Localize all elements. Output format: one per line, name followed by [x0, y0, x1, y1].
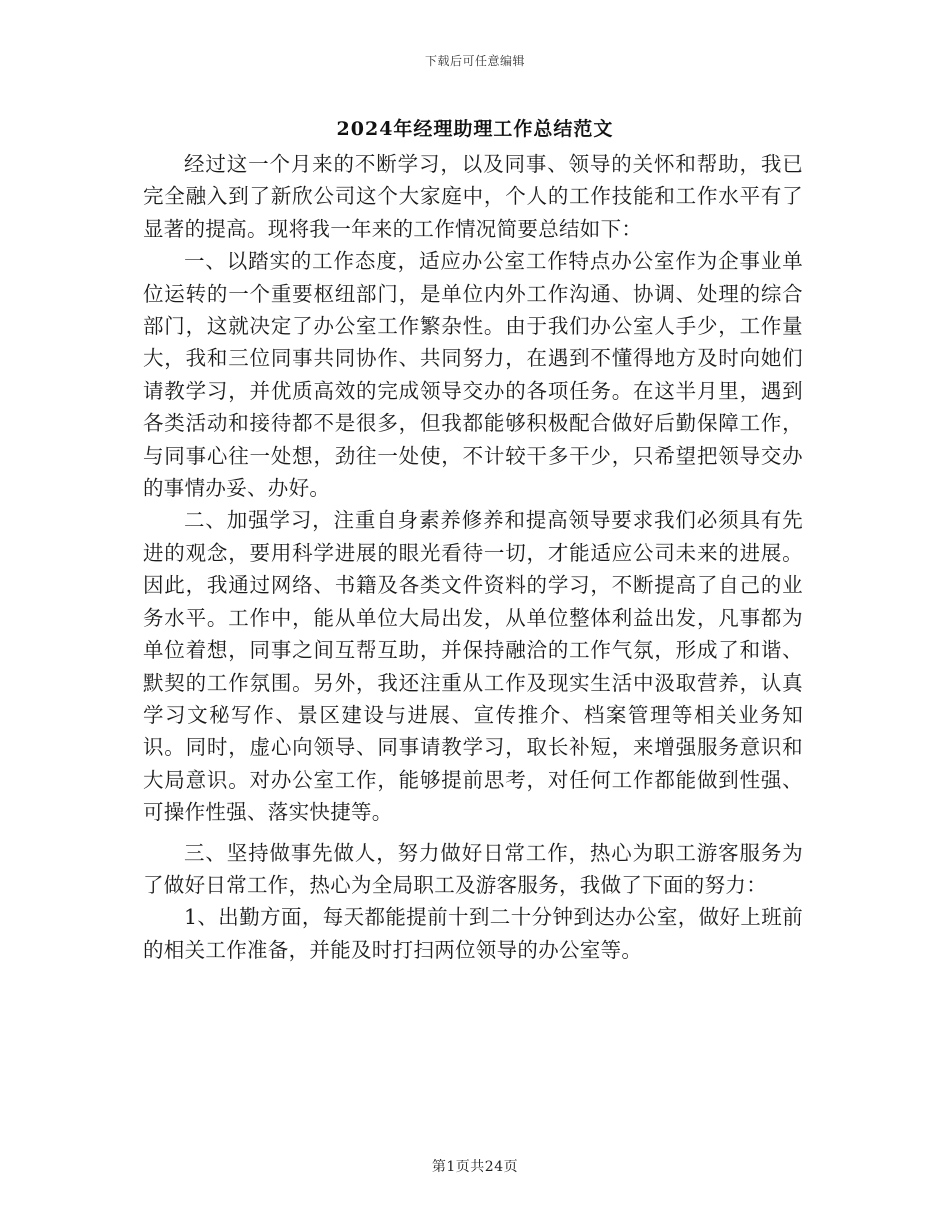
paragraph-item-1: 1、出勤方面，每天都能提前十到二十分钟到达办公室，做好上班前的相关工作准备，并能及时打扫两位领导的办公室等。: [143, 905, 803, 962]
paragraph-section-1: 一、以踏实的工作态度，适应办公室工作特点办公室作为企事业单位运转的一个重要枢纽部门，是单位内外工作沟通、协调、处理的综合部门，这就决定了办公室工作繁杂性。由于我们办公室人手少，工作量大，我和三位同事共同协作、共同努力，在遇到不懂得地方及时向她们请教学习，并优质高效的完成领导交办的各项任务。在这半月里，遇到各类活动和接待都不是很多，但我都能够积极配合做好后勤保障工作，与同事心往一处想，劲往一处使，不计较干多干少，只希望把领导交办的事情办妥、办好。: [143, 249, 803, 501]
paragraph-section-2: 二、加强学习，注重自身素养修养和提高领导要求我们必须具有先进的观念，要用科学进展的眼光看待一切，才能适应公司未来的进展。因此，我通过网络、书籍及各类文件资料的学习，不断提高了自己的业务水平。工作中，能从单位大局出发，从单位整体利益出发，凡事都为单位着想，同事之间互帮互助，并保持融洽的工作气氛，形成了和谐、默契的工作氛围。另外，我还注重从工作及现实生活中汲取营养，认真学习文秘写作、景区建设与进展、宣传推介、档案管理等相关业务知识。同时，虚心向领导、同事请教学习，取长补短，来增强服务意识和大局意识。对办公室工作，能够提前思考，对任何工作都能做到性强、可操作性强、落实快捷等。: [143, 508, 803, 825]
page-number: 第1页共24页: [431, 1159, 519, 1175]
header-note: 下载后可任意编辑: [424, 54, 525, 68]
document-body: [143, 148, 803, 966]
paragraph-intro: 经过这一个月来的不断学习，以及同事、领导的关怀和帮助，我已完全融入到了新欣公司这个大家庭中，个人的工作技能和工作水平有了显著的提高。现将我一年来的工作情况简要总结如下：: [143, 152, 803, 241]
document-title: 2024年经理助理工作总结范文: [336, 118, 614, 140]
paragraph-section-3: 三、坚持做事先做人，努力做好日常工作，热心为职工游客服务为了做好日常工作，热心为全局职工及游客服务，我做了下面的努力：: [143, 840, 803, 897]
